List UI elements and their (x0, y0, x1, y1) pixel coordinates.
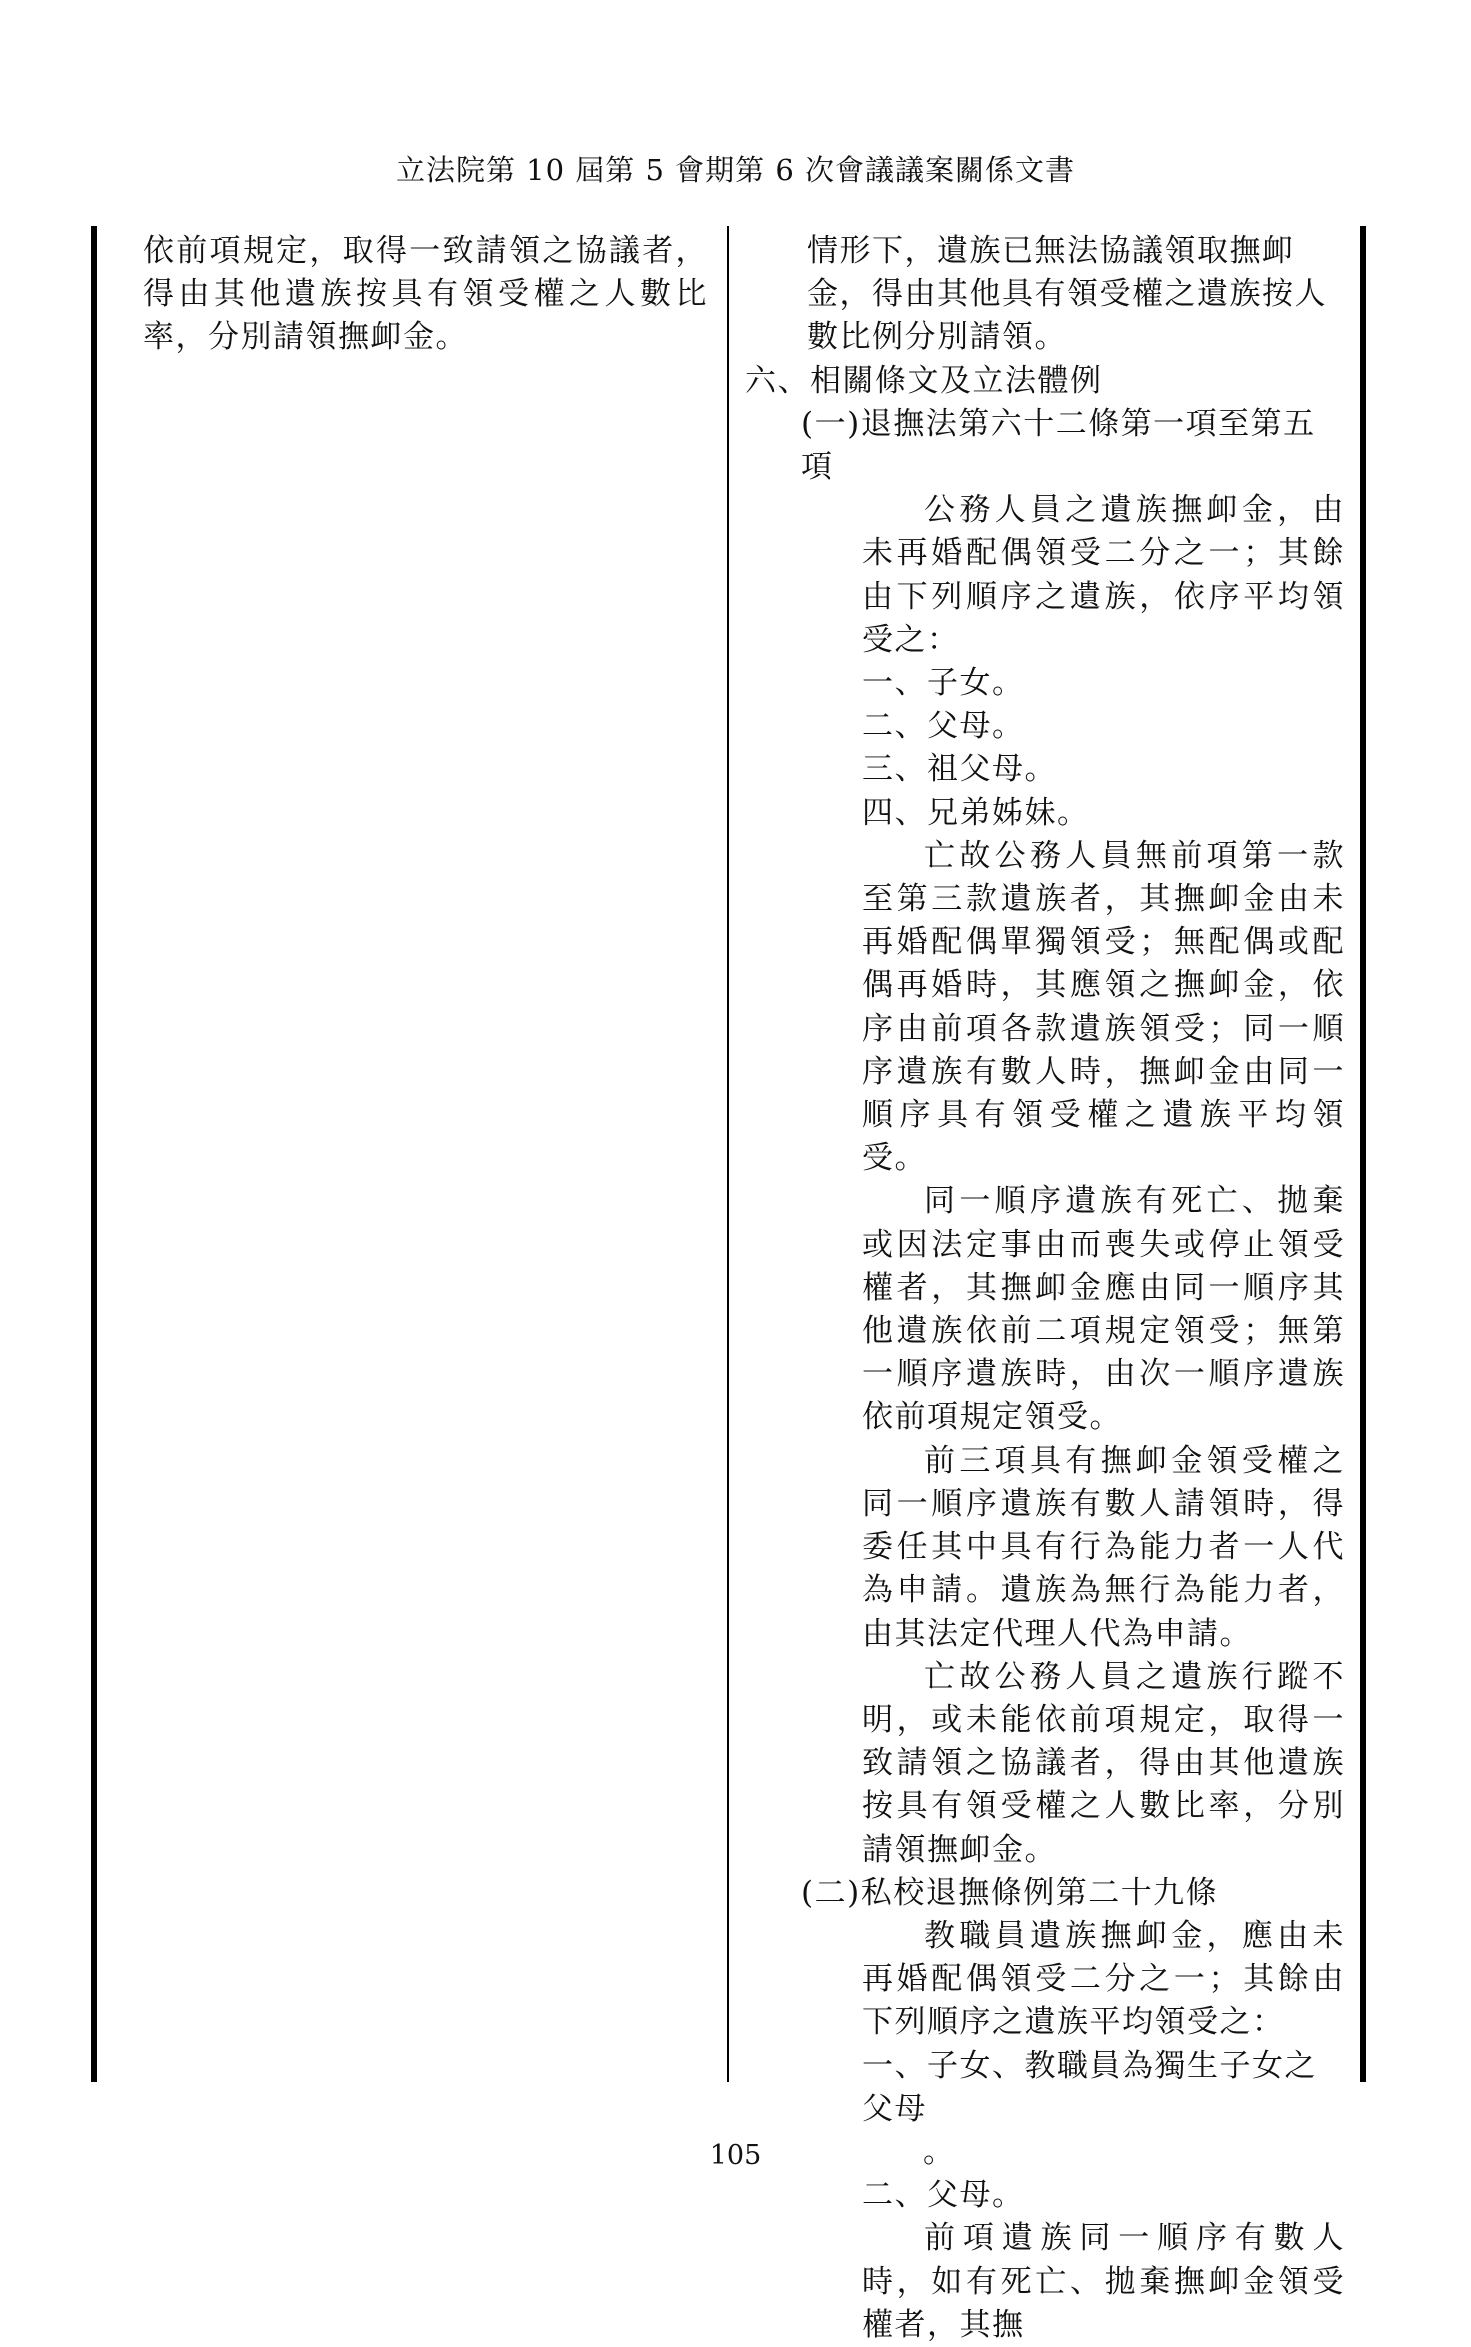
left-border-rule (91, 226, 97, 2082)
column-divider (727, 226, 729, 2082)
law1-item: 三、祖父母。 (862, 751, 1057, 788)
continuation-paragraph: 情形下，遺族已無法協議領取撫卹金，得由其他具有領受權之遺族按人數比例分別請領。 (807, 233, 1327, 356)
right-column (745, 230, 1345, 2347)
page-number: 105 (709, 2140, 762, 2171)
law2-item-2: 二、父母。 (862, 2177, 1025, 2214)
law1-item: 二、父母。 (862, 708, 1025, 745)
law1-item: 一、子女。 (862, 665, 1025, 702)
law1-paragraph-5: 亡故公務人員之遺族行蹤不明，或未能依前項規定，取得一致請領之協議者，得由其他遺族按具有領受權之人數比率，分別請領撫卹金。 (862, 1658, 1345, 1868)
right-border-rule (1360, 226, 1366, 2082)
law1-paragraph-1: 公務人員之遺族撫卹金，由未再婚配偶領受二分之一；其餘由下列順序之遺族，依序平均領受之： (862, 492, 1345, 658)
law2-item-1-tail: 。 (923, 2133, 956, 2170)
law2-paragraph-1: 教職員遺族撫卹金，應由未再婚配偶領受二分之一；其餘由下列順序之遺族平均領受之： (862, 1917, 1345, 2041)
law2-item-1: 一、子女、教職員為獨生子女之父母 (862, 2047, 1317, 2127)
law1-paragraph-4: 前三項具有撫卹金領受權之同一順序遺族有數人請領時，得委任其中具有行為能力者一人代為申請。遺族為無行為能力者，由其法定代理人代為申請。 (862, 1442, 1345, 1652)
law2-heading: (二)私校退撫條例第二十九條 (801, 1874, 1219, 1911)
left-column (143, 230, 708, 359)
document-header: 立法院第 10 屆第 5 會期第 6 次會議議案關係文書 (395, 153, 1076, 187)
law1-heading: (一)退撫法第六十二條第一項至第五項 (801, 405, 1316, 486)
section-heading: 六、相關條文及立法體例 (745, 362, 1103, 399)
law1-item: 四、兄弟姊妹。 (862, 794, 1090, 831)
law1-paragraph-2: 亡故公務人員無前項第一款至第三款遺族者，其撫卹金由未再婚配偶單獨領受；無配偶或配偶再婚時，其應領之撫卹金，依序由前項各款遺族領受；同一順序遺族有數人時，撫卹金由同一順序具有領受權之遺族平均領受。 (862, 837, 1345, 1177)
left-column-paragraph: 依前項規定，取得一致請領之協議者，得由其他遺族按具有領受權之人數比率，分別請領撫卹金。 (143, 233, 708, 355)
law1-paragraph-3: 同一順序遺族有死亡、拋棄或因法定事由而喪失或停止領受權者，其撫卹金應由同一順序其他遺族依前二項規定領受；無第一順序遺族時，由次一順序遺族依前項規定領受。 (862, 1183, 1345, 1436)
law2-paragraph-2: 前項遺族同一順序有數人時，如有死亡、拋棄撫卹金領受權者，其撫 (862, 2220, 1345, 2343)
